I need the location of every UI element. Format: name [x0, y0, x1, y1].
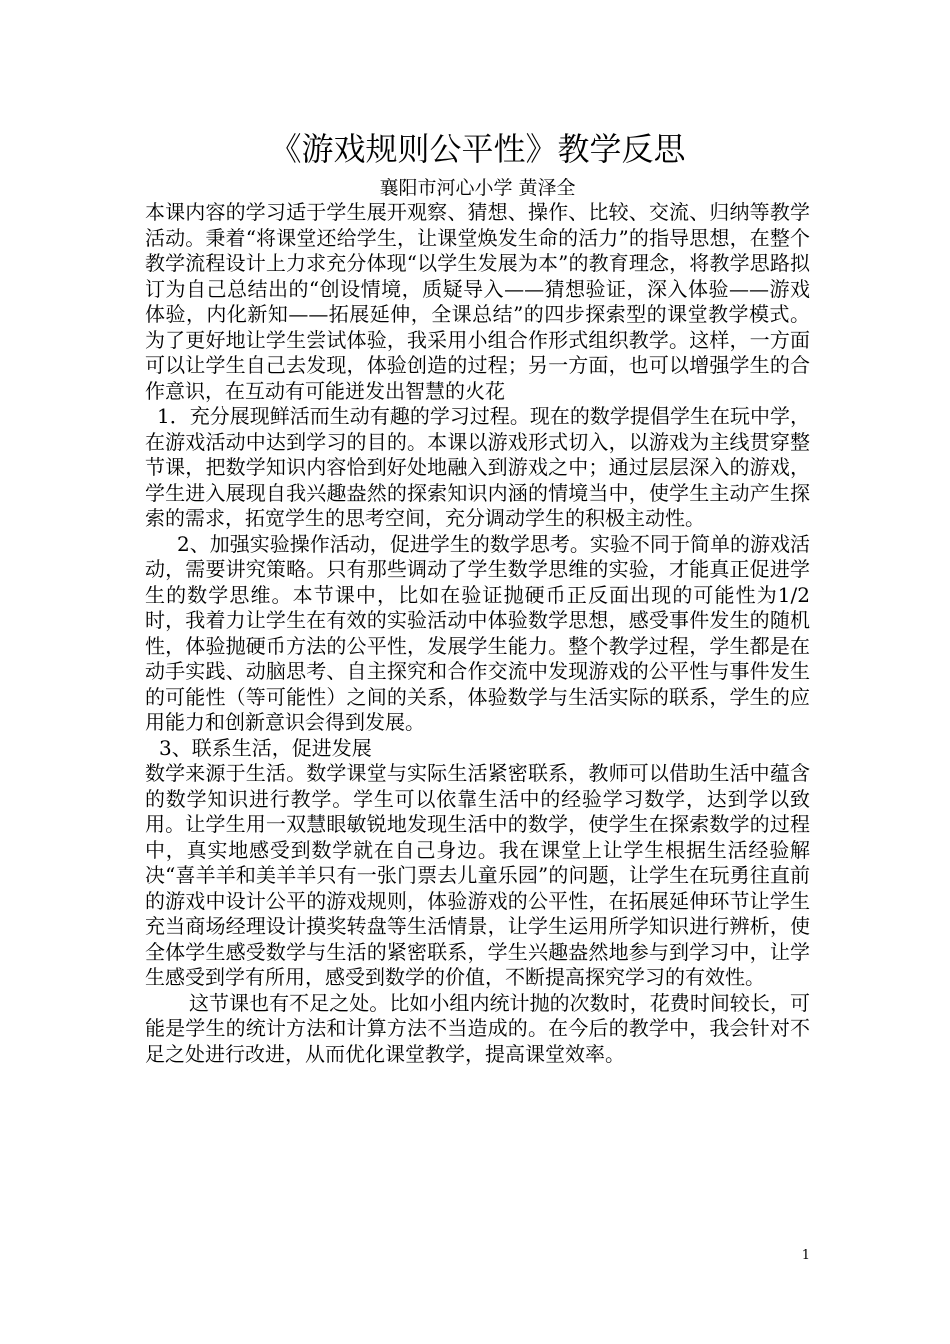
- document-body: [145, 200, 810, 1067]
- author-line: 襄阳市河心小学 黄泽全: [379, 177, 576, 199]
- section-1-paragraph: 1．充分展现鲜活而生动有趣的学习过程。现在的数学提倡学生在玩中学，在游戏活动中达到学习的目的。本课以游戏形式切入，以游戏为主线贯穿整节课，把数学知识内容恰到好处地融入到游戏之中；通过层层深入的游戏，学生进入展现自我兴趣盎然的探索知识内涵的情境当中，使学生主动产生探索的需求，拓宽学生的思考空间，充分调动学生的积极主动性。: [145, 404, 810, 530]
- document-title: 《游戏规则公平性》教学反思: [269, 130, 686, 168]
- section-3-paragraph: 数学来源于生活。数学课堂与实际生活紧密联系，教师可以借助生活中蕴含的数学知识进行教学。学生可以依靠生活中的经验学习数学，达到学以致用。让学生用一双慧眼敏锐地发现生活中的数学，使学生在探索数学的过程中，真实地感受到数学就在自己身边。我在课堂上让学生根据生活经验解决“喜羊羊和美羊羊只有一张门票去儿童乐园”的问题，让学生在玩勇往直前的游戏中设计公平的游戏规则，体验游戏的公平性，在拓展延伸环节让学生充当商场经理设计摸奖转盘等生活情景，让学生运用所学知识进行辨析，使全体学生感受数学与生活的紧密联系，学生兴趣盎然地参与到学习中，让学生感受到学有所用，感受到数学的价值，不断提高探究学习的有效性。: [145, 761, 810, 989]
- page-number: 1: [801, 1248, 810, 1263]
- intro-paragraph: 本课内容的学习适于学生展开观察、猜想、操作、比较、交流、归纳等教学活动。秉着“将课堂还给学生，让课堂焕发生命的活力”的指导思想，在整个教学流程设计上力求充分体现“以学生发展为本”的教育理念，将教学思路拟订为自己总结出的“创设情境，质疑导入——猜想验证，深入体验——游戏体验，内化新知——拓展延伸，全课总结”的四步探索型的课堂教学模式。为了更好地让学生尝试体验，我采用小组合作形式组织教学。这样，一方面可以让学生自己去发现，体验创造的过程；另一方面，也可以增强学生的合作意识，在互动有可能迸发出智慧的火花: [145, 200, 810, 403]
- section-3-heading: 3、联系生活，促进发展: [159, 735, 372, 760]
- conclusion-paragraph: 这节课也有不足之处。比如小组内统计抛的次数时，花费时间较长，可能是学生的统计方法和计算方法不当造成的。在今后的教学中，我会针对不足之处进行改进，从而优化课堂教学，提高课堂效率。: [145, 990, 810, 1066]
- section-2-paragraph: 2、加强实验操作活动，促进学生的数学思考。实验不同于简单的游戏活动，需要讲究策略。只有那些调动了学生数学思维的实验，才能真正促进学生的数学思维。本节课中，比如在验证抛硬币正反面出现的可能性为1/2时，我着力让学生在有效的实验活动中体验数学思想，感受事件发生的随机性，体验抛硬币方法的公平性，发展学生能力。整个教学过程，学生都是在动手实践、动脑思考、自主探究和合作交流中发现游戏的公平性与事件发生的可能性（等可能性）之间的关系，体验数学与生活实际的联系，学生的应用能力和创新意识会得到发展。: [145, 531, 810, 734]
